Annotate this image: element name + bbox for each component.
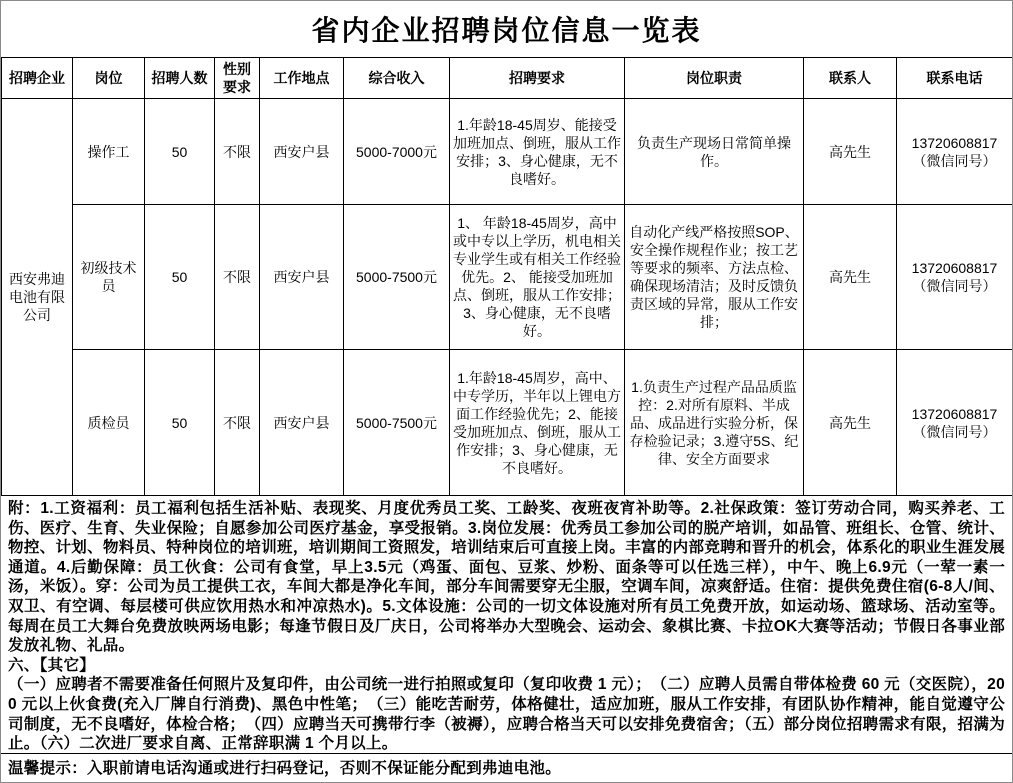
phone-cell [897,350,1013,496]
table-row-junior-technician [2,205,1013,350]
col-header-gender: 性别要求 [215,58,260,99]
phone-wechat-note: （微信同号） [912,152,997,169]
notes-section [1,496,1012,753]
col-header-requirements: 招聘要求 [450,58,625,99]
contact-cell: 高先生 [804,350,897,496]
income-cell: 5000-7500元 [344,205,450,350]
position-cell: 操作工 [73,99,145,205]
warm-tip: 温馨提示：入职前请电话沟通或进行扫码登记，否则不保证能分配到弗迪电池。 [8,760,562,777]
duties-cell: 负责生产现场日常简单操作。 [625,99,804,205]
headcount-cell: 50 [145,350,215,496]
duties-cell: 1.负责生产过程产品品质监控：2.对所有原料、半成品、成品进行实验分析，保存检验记录；3.遵守5S、纪律、安全方面要求 [625,350,804,496]
duties-cell: 自动化产线严格按照SOP、安全操作规程作业；按工艺等要求的频率、方法点检、确保现场清洁；及时反馈负责区域的异常，服从工作安排； [625,205,804,350]
gender-cell: 不限 [215,350,260,496]
phone-wechat-note: （微信同号） [912,278,997,294]
position-cell: 质检员 [73,350,145,496]
page-title: 省内企业招聘岗位信息一览表 [311,16,702,47]
company-cell: 西安弗迪电池有限公司 [2,99,73,496]
col-header-position: 岗位 [73,58,145,99]
requirements-cell: 1.年龄18-45周岁，高中、中专学历，半年以上锂电方面工作经验优先；2、能接受加班加点、倒班，服从工作安排；3、身心健康，无不良嗜好。 [450,350,625,496]
phone-cell [897,205,1013,350]
income-cell: 5000-7000元 [344,99,450,205]
requirements-cell: 1、 年龄18-45周岁，高中或中专以上学历，机电相关专业学生或有相关工作经验优先。2、 能接受加班加点、倒班，服从工作安排；3、身心健康，无不良嗜好。 [450,205,625,350]
contact-cell: 高先生 [804,99,897,205]
col-header-headcount: 招聘人数 [145,58,215,99]
phone-number: 13720608817 [911,134,998,151]
requirements-cell: 1.年龄18-45周岁、能接受加班加点、倒班，服从工作安排；3、身心健康，无不良嗜好。 [450,99,625,205]
col-header-company: 招聘企业 [2,58,73,99]
phone-number: 13720608817 [911,405,998,422]
tip-bar [1,753,1012,780]
col-header-contact: 联系人 [804,58,897,99]
col-header-location: 工作地点 [260,58,344,99]
phone-wechat-note: （微信同号） [912,423,997,440]
phone-cell [897,99,1013,205]
location-cell: 西安户县 [260,205,344,350]
gender-cell: 不限 [215,99,260,205]
location-cell: 西安户县 [260,350,344,496]
col-header-income: 综合收入 [344,58,450,99]
other-section-body: （一）应聘者不需要准备任何照片及复印件，由公司统一进行拍照或复印（复印收费 1 元）； （二）应聘人员需自带体检费 60 元（交医院），200 元以上伙食费(充入厂牌自行消费)、黑色中性笔； （三）能吃苦耐劳，体格健壮，适应加班，服从工作安排，有团队协作精神，能自觉遵守公司制度，无不良嗜好，体检合格； （四）应聘当天可携带行李（被褥），应聘合格当天可以安排免费宿舍；（五）部分岗位招聘需求有限，招满为止。（六）二次进厂要求自离、正常辞职满 1 个月以上。 [8,676,1005,753]
title-bar [1,1,1012,57]
headcount-cell: 50 [145,205,215,350]
contact-cell: 高先生 [804,205,897,350]
col-header-phone: 联系电话 [897,58,1013,99]
table-row-operator [2,99,1013,205]
position-cell: 初级技术员 [73,205,145,350]
table-row-quality-inspector [2,350,1013,496]
other-section-heading: 六、【其它】 [8,656,96,674]
header-row [2,58,1013,99]
jobs-table [1,57,1013,496]
gender-cell: 不限 [215,205,260,350]
col-header-duties: 岗位职责 [625,58,804,99]
benefits-paragraph: 附：1.工资福利：员工福利包括生活补贴、表现奖、月度优秀员工奖、工龄奖、夜班夜宵补助等。2.社保政策：签订劳动合同，购买养老、工伤、医疗、生育、失业保险；自愿参加公司医疗基金，享受报销。3.岗位发展：优秀员工参加公司的脱产培训，如品管、班组长、仓管、统计、物控、计划、物料员、特种岗位的培训班，培训期间工资照发，培训结束后可直接上岗。丰富的内部竞聘和晋升的机会，体系化的职业生涯发展通道。4.后勤保障：员工伙食：公司有食堂，早上3.5元（鸡蛋、面包、豆浆、炒粉、面条等可以任选三样），中午、晚上6.9元（一荤一素一汤，米饭）。穿：公司为员工提供工衣，车间大都是净化车间，部分车间需要穿无尘服，空调车间，凉爽舒适。住宿：提供免费住宿(6-8人/间、双卫、有空调、每层楼可供应饮用热水和冲凉热水)。5.文体设施：公司的一切文体设施对所有员工免费开放，如运动场、篮球场、活动室等。每周在员工大舞台免费放映两场电影；每逢节假日及厂庆日，公司将举办大型晚会、运动会、象棋比赛、卡拉OK大赛等活动；节假日各事业部发放礼物、礼品。 [8,500,1005,655]
location-cell: 西安户县 [260,99,344,205]
income-cell: 5000-7500元 [344,350,450,496]
phone-number: 13720608817 [911,260,998,276]
headcount-cell: 50 [145,99,215,205]
